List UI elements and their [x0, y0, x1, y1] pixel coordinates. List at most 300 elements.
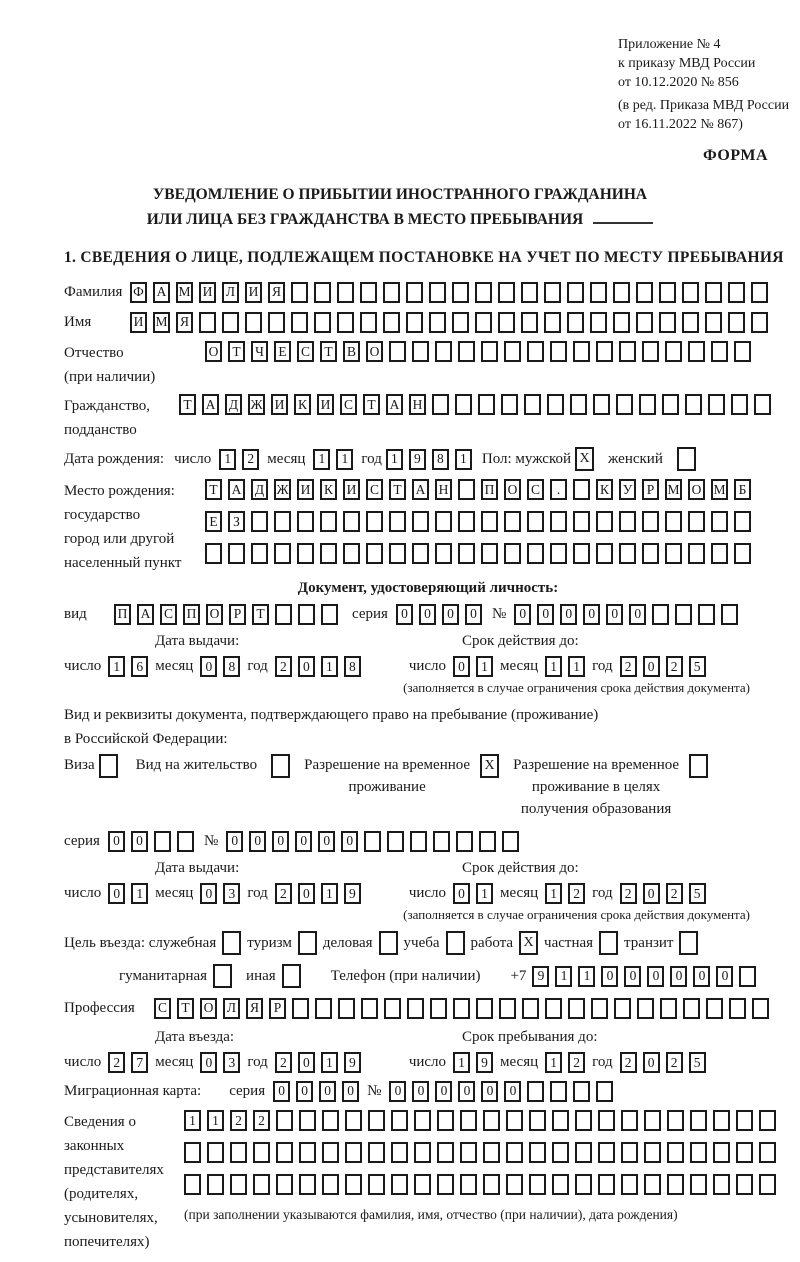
char-cell[interactable] [713, 1110, 730, 1131]
char-cell[interactable] [711, 543, 728, 564]
char-cell[interactable] [642, 341, 659, 362]
char-cell[interactable] [368, 1142, 385, 1163]
char-cell[interactable] [705, 282, 722, 303]
char-cell[interactable] [414, 1174, 431, 1195]
char-cell[interactable]: К [320, 479, 337, 500]
char-cell[interactable]: 0 [629, 604, 646, 625]
char-cell[interactable] [688, 341, 705, 362]
char-cell[interactable] [685, 394, 702, 415]
char-cell[interactable]: А [386, 394, 403, 415]
char-cell[interactable] [291, 282, 308, 303]
char-cell[interactable]: 0 [442, 604, 459, 625]
char-cell[interactable] [545, 998, 562, 1019]
char-cell[interactable]: 2 [275, 1052, 292, 1073]
char-cell[interactable] [675, 604, 692, 625]
char-cell[interactable]: 2 [620, 656, 637, 677]
char-cell[interactable]: Н [435, 479, 452, 500]
char-cell[interactable]: 1 [321, 656, 338, 677]
char-cell[interactable]: 0 [226, 831, 243, 852]
char-cell[interactable]: И [199, 282, 216, 303]
char-cell[interactable] [728, 282, 745, 303]
char-cell[interactable] [550, 341, 567, 362]
char-cell[interactable] [713, 1174, 730, 1195]
char-cell[interactable] [547, 394, 564, 415]
char-cell[interactable]: 2 [108, 1052, 125, 1073]
char-cell[interactable] [759, 1110, 776, 1131]
char-cell[interactable] [338, 998, 355, 1019]
char-cell[interactable]: 0 [601, 966, 618, 987]
char-cell[interactable]: X [519, 931, 538, 955]
char-cell[interactable] [619, 511, 636, 532]
char-cell[interactable] [682, 282, 699, 303]
char-cell[interactable] [458, 479, 475, 500]
char-cell[interactable] [460, 1174, 477, 1195]
char-cell[interactable]: И [343, 479, 360, 500]
char-cell[interactable] [614, 998, 631, 1019]
char-cell[interactable] [504, 543, 521, 564]
char-cell[interactable]: 1 [545, 883, 562, 904]
char-cell[interactable] [521, 282, 538, 303]
char-cell[interactable] [299, 1110, 316, 1131]
char-cell[interactable] [544, 312, 561, 333]
char-cell[interactable]: 1 [545, 1052, 562, 1073]
char-cell[interactable] [522, 998, 539, 1019]
char-cell[interactable]: 1 [184, 1110, 201, 1131]
char-cell[interactable]: 2 [253, 1110, 270, 1131]
char-cell[interactable] [320, 511, 337, 532]
char-cell[interactable]: 1 [321, 883, 338, 904]
char-cell[interactable]: 2 [666, 1052, 683, 1073]
char-cell[interactable] [435, 511, 452, 532]
char-cell[interactable] [573, 1081, 590, 1102]
char-cell[interactable] [299, 1142, 316, 1163]
char-cell[interactable] [276, 1110, 293, 1131]
char-cell[interactable]: 0 [200, 656, 217, 677]
char-cell[interactable] [544, 282, 561, 303]
char-cell[interactable]: 0 [419, 604, 436, 625]
char-cell[interactable]: М [153, 312, 170, 333]
char-cell[interactable] [590, 312, 607, 333]
char-cell[interactable] [667, 1174, 684, 1195]
char-cell[interactable] [154, 831, 171, 852]
char-cell[interactable] [529, 1174, 546, 1195]
char-cell[interactable]: 0 [131, 831, 148, 852]
char-cell[interactable]: 0 [693, 966, 710, 987]
char-cell[interactable] [662, 394, 679, 415]
char-cell[interactable]: М [711, 479, 728, 500]
char-cell[interactable] [253, 1142, 270, 1163]
char-cell[interactable]: 2 [666, 656, 683, 677]
char-cell[interactable] [387, 831, 404, 852]
char-cell[interactable]: 1 [578, 966, 595, 987]
char-cell[interactable] [644, 1174, 661, 1195]
char-cell[interactable] [527, 511, 544, 532]
char-cell[interactable] [550, 511, 567, 532]
char-cell[interactable] [430, 998, 447, 1019]
char-cell[interactable]: 1 [207, 1110, 224, 1131]
char-cell[interactable]: 9 [532, 966, 549, 987]
char-cell[interactable] [314, 312, 331, 333]
char-cell[interactable] [568, 998, 585, 1019]
char-cell[interactable] [596, 1081, 613, 1102]
char-cell[interactable]: О [504, 479, 521, 500]
char-cell[interactable] [414, 1110, 431, 1131]
char-cell[interactable] [690, 1110, 707, 1131]
char-cell[interactable] [621, 1142, 638, 1163]
char-cell[interactable] [690, 1174, 707, 1195]
char-cell[interactable]: Ф [130, 282, 147, 303]
char-cell[interactable] [506, 1142, 523, 1163]
char-cell[interactable] [452, 312, 469, 333]
char-cell[interactable] [251, 543, 268, 564]
char-cell[interactable]: 0 [298, 656, 315, 677]
char-cell[interactable] [550, 1081, 567, 1102]
char-cell[interactable] [659, 312, 676, 333]
char-cell[interactable] [652, 604, 669, 625]
char-cell[interactable]: Ч [251, 341, 268, 362]
char-cell[interactable]: А [137, 604, 154, 625]
char-cell[interactable] [642, 543, 659, 564]
char-cell[interactable]: 0 [453, 656, 470, 677]
char-cell[interactable]: 6 [131, 656, 148, 677]
char-cell[interactable] [389, 511, 406, 532]
char-cell[interactable]: 0 [643, 1052, 660, 1073]
char-cell[interactable]: 0 [298, 1052, 315, 1073]
char-cell[interactable] [368, 1110, 385, 1131]
char-cell[interactable] [366, 543, 383, 564]
char-cell[interactable]: А [412, 479, 429, 500]
char-cell[interactable]: 1 [321, 1052, 338, 1073]
char-cell[interactable]: М [176, 282, 193, 303]
char-cell[interactable] [596, 341, 613, 362]
char-cell[interactable] [360, 312, 377, 333]
char-cell[interactable]: Л [222, 282, 239, 303]
char-cell[interactable]: 2 [568, 883, 585, 904]
char-cell[interactable] [275, 604, 292, 625]
char-cell[interactable]: 9 [344, 883, 361, 904]
char-cell[interactable]: Д [225, 394, 242, 415]
char-cell[interactable] [616, 394, 633, 415]
char-cell[interactable]: 9 [344, 1052, 361, 1073]
char-cell[interactable] [596, 543, 613, 564]
char-cell[interactable]: 0 [583, 604, 600, 625]
char-cell[interactable]: 5 [689, 883, 706, 904]
char-cell[interactable] [736, 1142, 753, 1163]
char-cell[interactable]: Т [389, 479, 406, 500]
char-cell[interactable]: Б [734, 479, 751, 500]
char-cell[interactable]: 2 [275, 656, 292, 677]
char-cell[interactable] [453, 998, 470, 1019]
char-cell[interactable]: 9 [409, 449, 426, 470]
char-cell[interactable]: 0 [389, 1081, 406, 1102]
char-cell[interactable] [567, 282, 584, 303]
char-cell[interactable] [384, 998, 401, 1019]
char-cell[interactable] [688, 543, 705, 564]
char-cell[interactable] [412, 341, 429, 362]
char-cell[interactable] [460, 1110, 477, 1131]
char-cell[interactable] [292, 998, 309, 1019]
char-cell[interactable] [590, 282, 607, 303]
char-cell[interactable]: С [366, 479, 383, 500]
char-cell[interactable] [527, 341, 544, 362]
char-cell[interactable]: Е [274, 341, 291, 362]
char-cell[interactable] [690, 1142, 707, 1163]
char-cell[interactable] [315, 998, 332, 1019]
char-cell[interactable]: 0 [296, 1081, 313, 1102]
char-cell[interactable] [177, 831, 194, 852]
char-cell[interactable]: 0 [514, 604, 531, 625]
char-cell[interactable] [383, 282, 400, 303]
char-cell[interactable] [599, 931, 618, 955]
char-cell[interactable]: 2 [620, 1052, 637, 1073]
char-cell[interactable]: 8 [432, 449, 449, 470]
char-cell[interactable] [433, 831, 450, 852]
char-cell[interactable] [475, 282, 492, 303]
char-cell[interactable] [573, 543, 590, 564]
char-cell[interactable] [705, 312, 722, 333]
char-cell[interactable] [759, 1142, 776, 1163]
char-cell[interactable] [271, 754, 290, 778]
char-cell[interactable] [708, 394, 725, 415]
char-cell[interactable]: О [688, 479, 705, 500]
char-cell[interactable]: Т [363, 394, 380, 415]
char-cell[interactable] [752, 998, 769, 1019]
char-cell[interactable] [343, 543, 360, 564]
char-cell[interactable] [481, 543, 498, 564]
char-cell[interactable] [619, 543, 636, 564]
char-cell[interactable]: У [619, 479, 636, 500]
char-cell[interactable] [230, 1142, 247, 1163]
char-cell[interactable] [598, 1110, 615, 1131]
char-cell[interactable]: 9 [476, 1052, 493, 1073]
char-cell[interactable] [314, 282, 331, 303]
char-cell[interactable] [205, 543, 222, 564]
char-cell[interactable] [361, 998, 378, 1019]
char-cell[interactable] [446, 931, 465, 955]
char-cell[interactable] [736, 1110, 753, 1131]
char-cell[interactable]: 1 [313, 449, 330, 470]
char-cell[interactable] [460, 1142, 477, 1163]
char-cell[interactable] [99, 754, 118, 778]
char-cell[interactable] [636, 282, 653, 303]
char-cell[interactable]: 1 [545, 656, 562, 677]
char-cell[interactable] [253, 1174, 270, 1195]
char-cell[interactable] [570, 394, 587, 415]
char-cell[interactable] [573, 511, 590, 532]
char-cell[interactable] [410, 831, 427, 852]
char-cell[interactable] [389, 341, 406, 362]
char-cell[interactable] [711, 511, 728, 532]
char-cell[interactable]: 0 [108, 883, 125, 904]
char-cell[interactable]: А [228, 479, 245, 500]
char-cell[interactable] [207, 1142, 224, 1163]
char-cell[interactable] [345, 1110, 362, 1131]
char-cell[interactable]: Т [177, 998, 194, 1019]
char-cell[interactable] [734, 511, 751, 532]
char-cell[interactable] [391, 1142, 408, 1163]
char-cell[interactable]: 0 [504, 1081, 521, 1102]
char-cell[interactable]: 0 [200, 1052, 217, 1073]
char-cell[interactable] [734, 543, 751, 564]
char-cell[interactable]: 0 [481, 1081, 498, 1102]
char-cell[interactable]: П [481, 479, 498, 500]
char-cell[interactable] [297, 511, 314, 532]
char-cell[interactable] [391, 1110, 408, 1131]
char-cell[interactable]: 2 [230, 1110, 247, 1131]
char-cell[interactable] [455, 394, 472, 415]
char-cell[interactable] [435, 341, 452, 362]
char-cell[interactable]: 1 [555, 966, 572, 987]
char-cell[interactable]: 0 [273, 1081, 290, 1102]
char-cell[interactable] [529, 1110, 546, 1131]
char-cell[interactable]: X [480, 754, 499, 778]
char-cell[interactable] [711, 341, 728, 362]
char-cell[interactable] [682, 312, 699, 333]
char-cell[interactable] [366, 511, 383, 532]
char-cell[interactable] [575, 1110, 592, 1131]
char-cell[interactable] [199, 312, 216, 333]
char-cell[interactable] [734, 341, 751, 362]
char-cell[interactable] [598, 1174, 615, 1195]
char-cell[interactable] [639, 394, 656, 415]
char-cell[interactable]: Д [251, 479, 268, 500]
char-cell[interactable]: 0 [435, 1081, 452, 1102]
char-cell[interactable]: 1 [476, 883, 493, 904]
char-cell[interactable]: 1 [219, 449, 236, 470]
char-cell[interactable]: 3 [223, 883, 240, 904]
char-cell[interactable] [213, 964, 232, 988]
char-cell[interactable] [706, 998, 723, 1019]
char-cell[interactable] [667, 1142, 684, 1163]
char-cell[interactable] [452, 282, 469, 303]
char-cell[interactable]: Я [246, 998, 263, 1019]
char-cell[interactable] [345, 1174, 362, 1195]
char-cell[interactable] [345, 1142, 362, 1163]
char-cell[interactable]: 1 [131, 883, 148, 904]
char-cell[interactable]: X [575, 447, 594, 471]
char-cell[interactable]: 1 [336, 449, 353, 470]
char-cell[interactable]: 5 [689, 656, 706, 677]
char-cell[interactable] [475, 312, 492, 333]
char-cell[interactable] [619, 341, 636, 362]
char-cell[interactable]: Л [223, 998, 240, 1019]
char-cell[interactable] [298, 604, 315, 625]
char-cell[interactable]: 0 [396, 604, 413, 625]
char-cell[interactable] [665, 511, 682, 532]
char-cell[interactable] [407, 998, 424, 1019]
char-cell[interactable] [506, 1110, 523, 1131]
char-cell[interactable] [501, 394, 518, 415]
char-cell[interactable] [506, 1174, 523, 1195]
char-cell[interactable]: 1 [455, 449, 472, 470]
char-cell[interactable] [527, 1081, 544, 1102]
char-cell[interactable] [322, 1110, 339, 1131]
char-cell[interactable] [498, 312, 515, 333]
char-cell[interactable]: 1 [453, 1052, 470, 1073]
char-cell[interactable]: 0 [458, 1081, 475, 1102]
char-cell[interactable]: К [294, 394, 311, 415]
char-cell[interactable] [412, 543, 429, 564]
char-cell[interactable]: 0 [670, 966, 687, 987]
char-cell[interactable] [751, 312, 768, 333]
char-cell[interactable]: Р [229, 604, 246, 625]
char-cell[interactable]: И [130, 312, 147, 333]
char-cell[interactable] [456, 831, 473, 852]
char-cell[interactable] [458, 341, 475, 362]
char-cell[interactable] [665, 341, 682, 362]
char-cell[interactable] [322, 1142, 339, 1163]
char-cell[interactable]: 2 [568, 1052, 585, 1073]
char-cell[interactable]: 0 [249, 831, 266, 852]
char-cell[interactable] [689, 754, 708, 778]
char-cell[interactable] [414, 1142, 431, 1163]
char-cell[interactable] [298, 931, 317, 955]
char-cell[interactable] [297, 543, 314, 564]
char-cell[interactable] [721, 604, 738, 625]
char-cell[interactable] [483, 1142, 500, 1163]
char-cell[interactable] [268, 312, 285, 333]
char-cell[interactable] [458, 511, 475, 532]
char-cell[interactable] [222, 312, 239, 333]
char-cell[interactable]: Т [228, 341, 245, 362]
char-cell[interactable] [550, 543, 567, 564]
char-cell[interactable] [498, 282, 515, 303]
char-cell[interactable] [320, 543, 337, 564]
char-cell[interactable] [276, 1174, 293, 1195]
char-cell[interactable]: 2 [620, 883, 637, 904]
char-cell[interactable] [435, 543, 452, 564]
char-cell[interactable]: 1 [568, 656, 585, 677]
char-cell[interactable] [429, 312, 446, 333]
char-cell[interactable]: К [596, 479, 613, 500]
char-cell[interactable]: Р [269, 998, 286, 1019]
char-cell[interactable]: 2 [666, 883, 683, 904]
char-cell[interactable] [251, 511, 268, 532]
char-cell[interactable]: С [527, 479, 544, 500]
char-cell[interactable]: 0 [108, 831, 125, 852]
char-cell[interactable] [499, 998, 516, 1019]
char-cell[interactable] [679, 931, 698, 955]
char-cell[interactable] [207, 1174, 224, 1195]
char-cell[interactable]: О [200, 998, 217, 1019]
char-cell[interactable] [728, 312, 745, 333]
char-cell[interactable]: 3 [223, 1052, 240, 1073]
char-cell[interactable]: О [366, 341, 383, 362]
char-cell[interactable] [751, 282, 768, 303]
char-cell[interactable] [552, 1142, 569, 1163]
char-cell[interactable] [274, 543, 291, 564]
char-cell[interactable]: 5 [689, 1052, 706, 1073]
char-cell[interactable] [596, 511, 613, 532]
char-cell[interactable] [529, 1142, 546, 1163]
char-cell[interactable]: И [245, 282, 262, 303]
char-cell[interactable] [527, 543, 544, 564]
char-cell[interactable] [299, 1174, 316, 1195]
char-cell[interactable] [458, 543, 475, 564]
char-cell[interactable] [736, 1174, 753, 1195]
char-cell[interactable] [245, 312, 262, 333]
char-cell[interactable]: Т [205, 479, 222, 500]
char-cell[interactable] [406, 282, 423, 303]
char-cell[interactable]: 0 [560, 604, 577, 625]
char-cell[interactable]: 0 [298, 883, 315, 904]
char-cell[interactable]: А [202, 394, 219, 415]
char-cell[interactable] [660, 998, 677, 1019]
char-cell[interactable]: П [114, 604, 131, 625]
char-cell[interactable] [368, 1174, 385, 1195]
char-cell[interactable] [481, 511, 498, 532]
char-cell[interactable] [575, 1142, 592, 1163]
